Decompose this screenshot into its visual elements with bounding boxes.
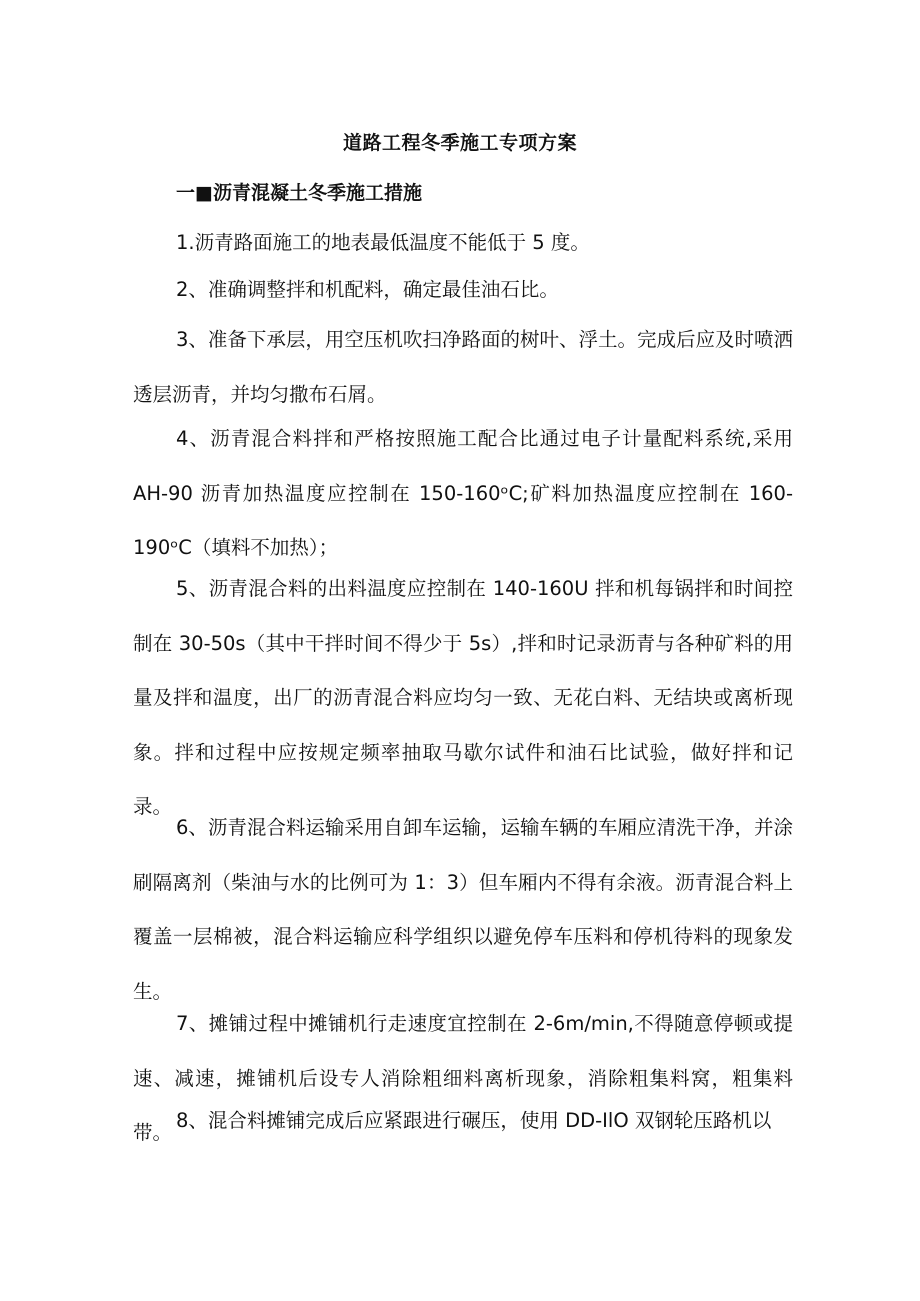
paragraph-3: 3、准备下承层，用空压机吹扫净路面的树叶、浮土。完成后应及时喷洒透层沥青，并均匀撒布石屑。: [133, 328, 793, 406]
paragraph-7: 7、摊铺过程中摊铺机行走速度宜控制在 2-6m∕min,不得随意停顿或提速、减速，摊铺机后设专人消除粗细料离析现象，消除粗集料窝，粗集料带。: [133, 1012, 793, 1144]
document-title: 道路工程冬季施工专项方案: [342, 132, 577, 154]
paragraph-5: 5、沥青混合料的出料温度应控制在 140-160U 拌和机每锅拌和时间控制在 30-50s（其中干拌时间不得少于 5s）,拌和时记录沥青与各种矿料的用量及拌和温度，出厂的沥青混合料应均匀一致、无花白料、无结块或离析现象。拌和过程中应按规定频率抽取马歇尔试件和油石比试验，做好拌和记录。: [133, 577, 793, 818]
paragraph-6: 6、沥青混合料运输采用自卸车运输，运输车辆的车厢应清洗干净，并涂刷隔离剂（柴油与水的比例可为 1：3）但车厢内不得有余液。沥青混合料上覆盖一层棉被，混合料运输应科学组织以避免停车压料和停机待料的现象发生。: [133, 816, 793, 1003]
paragraph-2: 2、准确调整拌和机配料，确定最佳油石比。: [176, 278, 559, 301]
paragraph-4: 4、沥青混合料拌和严格按照施工配合比通过电子计量配料系统,采用 AH-90 沥青加热温度应控制在 150-160ᵒC;矿料加热温度应控制在 160-190ᵒC（填料不加热）；: [133, 427, 793, 559]
paragraph-8: 8、混合料摊铺完成后应紧跟进行碾压，使用 DD-IlO 双钢轮压路机以: [176, 1109, 772, 1132]
paragraph-1: 1.沥青路面施工的地表最低温度不能低于 5 度。: [176, 231, 590, 254]
section-heading: 一■沥青混凝土冬季施工措施: [176, 182, 422, 204]
